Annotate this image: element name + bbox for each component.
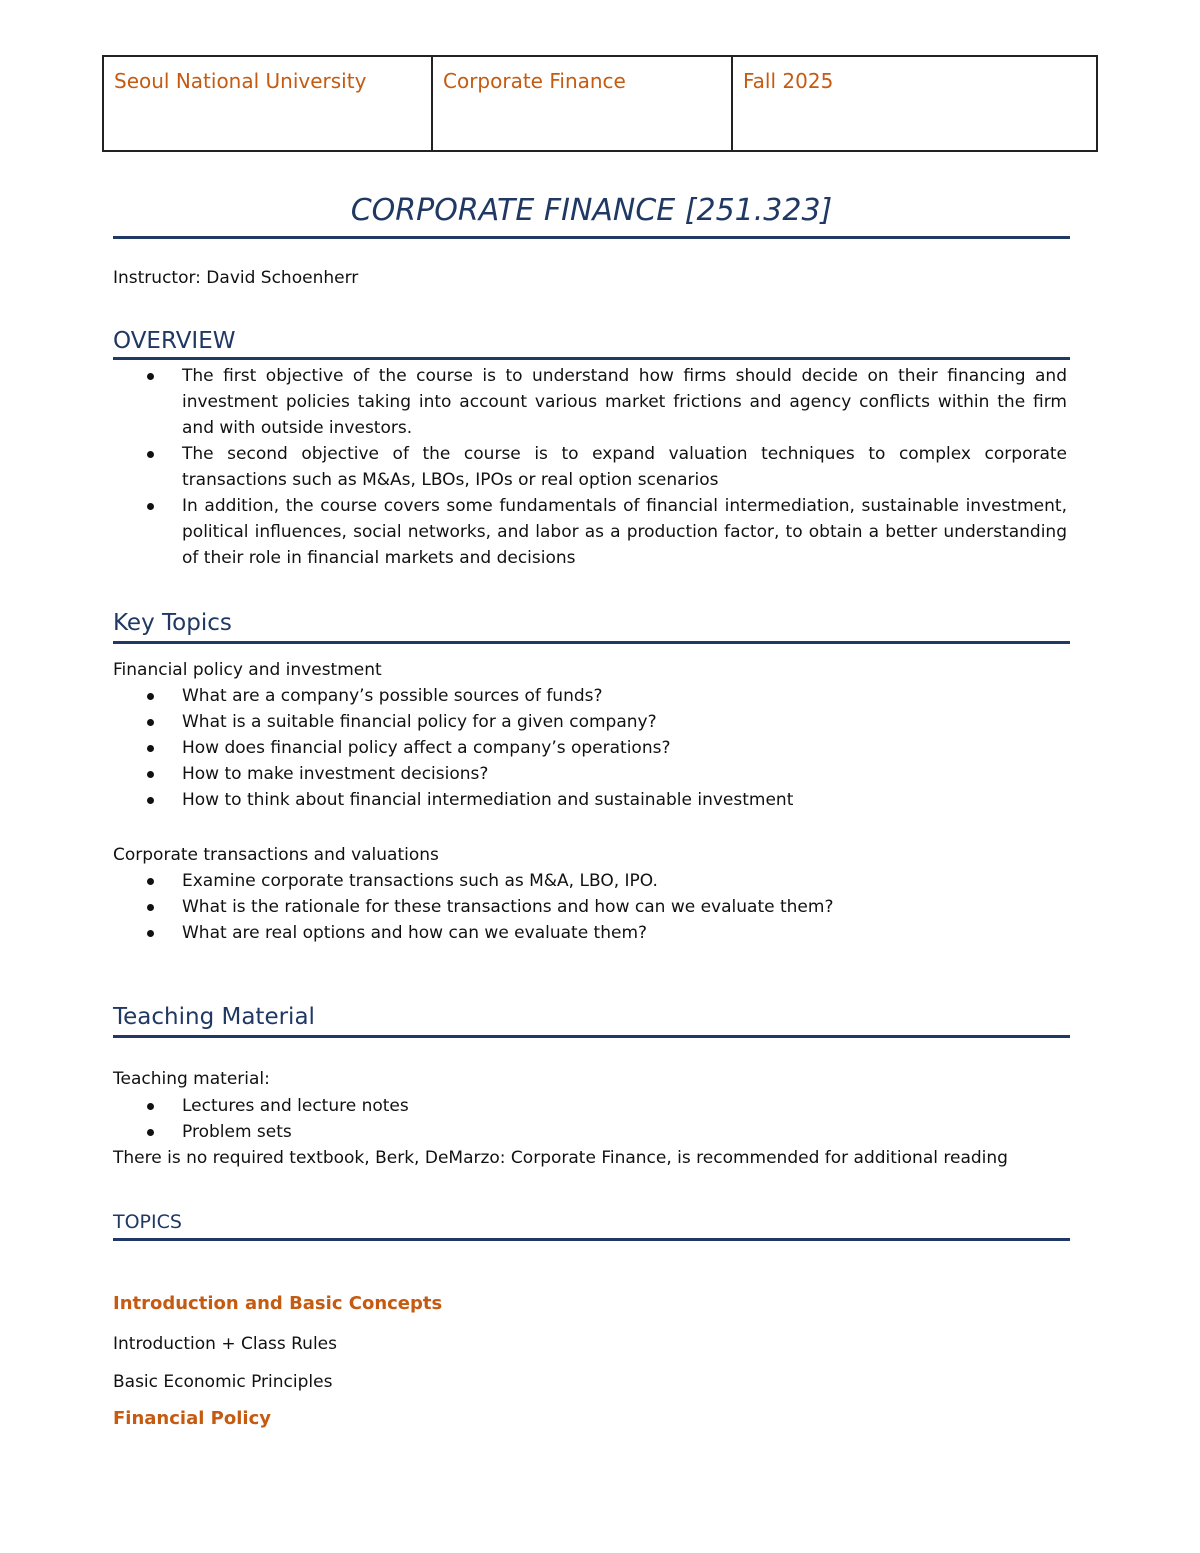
teaching-material-list [0,1093,409,1145]
list-item: The first objective of the course is to understand how firms should decide on their financing and investment policies taking into account various market frictions and agency conflicts within the firm and with outside investors. [0,363,1067,441]
topic-item: Introduction + Class Rules [113,1334,337,1354]
teaching-material-heading: Teaching Material [113,1004,315,1030]
list-item: Lectures and lecture notes [0,1093,409,1119]
teaching-material-rule [113,1035,1070,1038]
list-item: What are a company’s possible sources of funds? [0,683,793,709]
key-topics-group2-list [0,868,833,946]
overview-list [0,363,1067,571]
list-item: The second objective of the course is to expand valuation techniques to complex corporate transactions such as M&As, LBOs, IPOs or real option scenarios [0,441,1067,493]
list-item: What is a suitable financial policy for a given company? [0,709,793,735]
list-item: Examine corporate transactions such as M&A, LBO, IPO. [0,868,833,894]
list-item: How does financial policy affect a company’s operations? [0,735,793,761]
key-topics-heading: Key Topics [113,610,232,636]
overview-rule [113,357,1070,360]
overview-heading: OVERVIEW [113,328,236,354]
key-topics-group1-list [0,683,793,813]
list-item: Problem sets [0,1119,409,1145]
topic-item: Basic Economic Principles [113,1372,333,1392]
section-financial-policy-heading: Financial Policy [113,1408,271,1429]
header-term: Fall 2025 [743,69,834,93]
key-topics-group2-label: Corporate transactions and valuations [113,845,439,865]
list-item: In addition, the course covers some fundamentals of financial intermediation, sustainable investment, political influences, social networks, and labor as a production factor, to obtain a better understanding of their role in financial markets and decisions [0,493,1067,571]
list-item: What are real options and how can we evaluate them? [0,920,833,946]
instructor-line: Instructor: David Schoenherr [113,268,359,288]
list-item: How to make investment decisions? [0,761,793,787]
topics-heading: TOPICS [113,1211,182,1233]
key-topics-rule [113,641,1070,644]
list-item: What is the rationale for these transactions and how can we evaluate them? [0,894,833,920]
list-item: How to think about financial intermediation and sustainable investment [0,787,793,813]
title-rule [113,236,1070,239]
header-university: Seoul National University [104,57,433,150]
key-topics-group1-label: Financial policy and investment [113,660,382,680]
section-intro-heading: Introduction and Basic Concepts [113,1293,443,1314]
topics-rule [113,1238,1070,1241]
header-table [102,55,1098,152]
header-course: Corporate Finance [433,57,733,150]
document-title: CORPORATE FINANCE [251.323] [350,193,833,228]
teaching-material-label: Teaching material: [113,1069,270,1089]
textbook-note: There is no required textbook, Berk, DeMarzo: Corporate Finance, is recommended for additional reading [113,1148,1008,1168]
